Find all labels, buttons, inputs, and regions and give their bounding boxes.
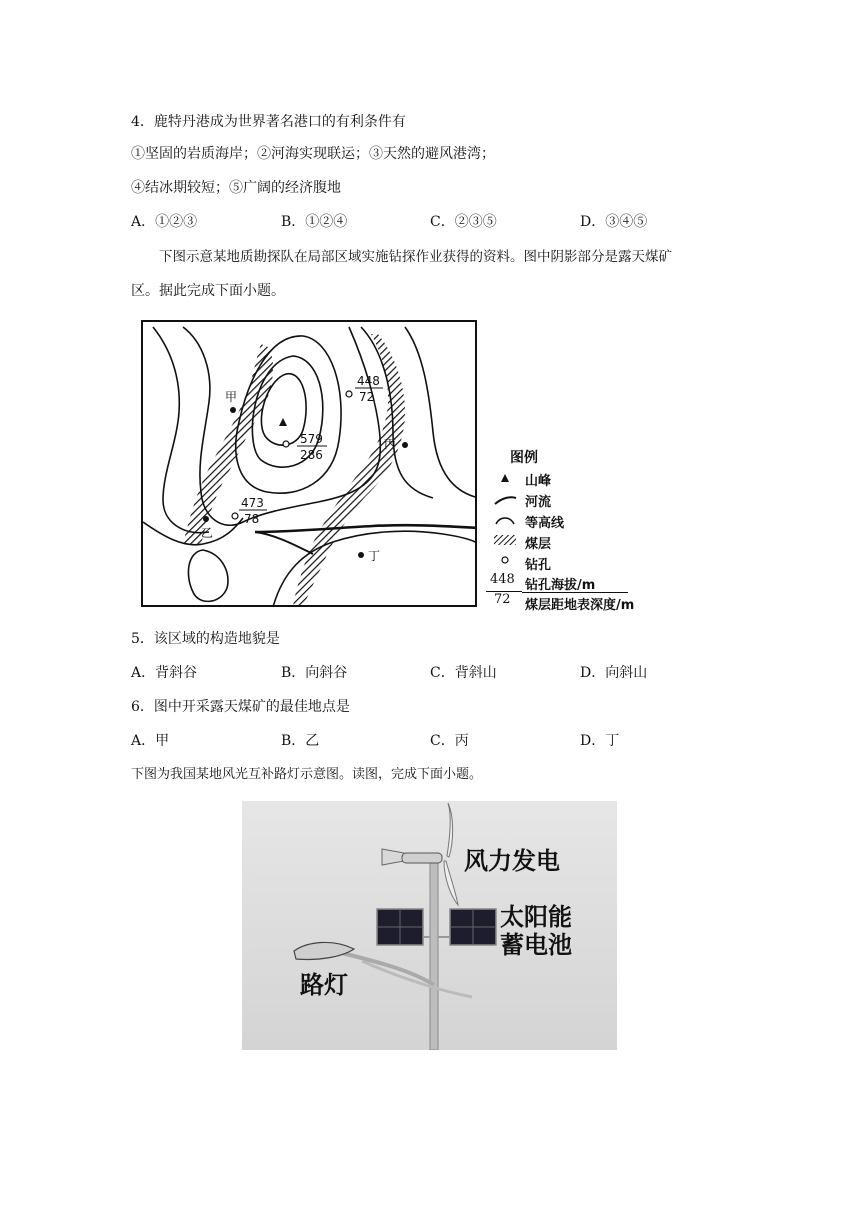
legend-depth: 煤层距地表深度/m [525, 598, 635, 613]
river-left-arm [255, 532, 313, 554]
river [255, 525, 477, 532]
coal-seam-right [293, 334, 405, 607]
q5-option-d: D．向斜山 [580, 665, 648, 681]
drill-579-depth: 286 [300, 448, 323, 462]
turbine-tail [382, 849, 404, 865]
drill-hole-448 [346, 391, 352, 397]
point-bing-dot [402, 442, 408, 448]
contour-map-drawing [143, 322, 477, 607]
q6-stem: 6．图中开采露天煤矿的最佳地点是 [131, 699, 350, 715]
point-ding-dot [358, 552, 364, 558]
point-jia-label: 甲 [225, 390, 238, 404]
legend-drill: 钻孔 [525, 558, 552, 573]
legend-title: 图例 [510, 450, 538, 466]
legend-river-icon [495, 497, 516, 504]
photo-intro: 下图为我国某地风光互补路灯示意图。读图，完成下面小题。 [131, 767, 483, 782]
lamp-head [294, 942, 354, 959]
photo-label-solar: 太阳能 [500, 903, 572, 931]
legend-elev-bar [522, 592, 628, 593]
turbine-body [402, 853, 442, 863]
q4-stem: 4．鹿特丹港成为世界著名港口的有利条件有 [131, 114, 406, 130]
turbine-blade-down [444, 861, 458, 905]
lamp-arm-lower [362, 961, 472, 997]
drill-448-depth: 72 [359, 390, 375, 404]
legend-coal-icon [494, 535, 516, 545]
legend-elev: 钻孔海拔/m [525, 578, 596, 593]
point-bing-label: 丙 [384, 437, 397, 451]
point-yi-label: 乙 [201, 526, 214, 540]
q6-option-b: B．乙 [281, 733, 320, 749]
q4-items-line2: ④结冰期较短；⑤广阔的经济腹地 [131, 180, 341, 196]
contour-map [141, 320, 477, 607]
legend-contour-icon [496, 518, 514, 524]
q6-option-d: D．丁 [580, 733, 620, 749]
legend-coal: 煤层 [525, 537, 552, 552]
coal-seam-left [183, 344, 273, 544]
drill-448-elev: 448 [357, 374, 380, 388]
point-yi-dot [203, 516, 209, 522]
lamp-pole [430, 861, 438, 1050]
legend-symbols [490, 468, 520, 608]
drill-473-depth: 78 [244, 512, 260, 526]
peak-symbol [279, 418, 287, 426]
photo-label-battery: 蓄电池 [500, 931, 572, 959]
legend-sample-top: 448 [490, 572, 515, 587]
solar-panel-right [450, 909, 496, 945]
drill-hole-473 [232, 513, 238, 519]
lamp-arm [342, 953, 434, 985]
legend-sample-bottom: 72 [494, 592, 511, 607]
drill-579-elev: 579 [300, 432, 323, 446]
point-jia-dot [230, 407, 236, 413]
q4-option-a: A．①②③ [131, 214, 198, 230]
legend-drill-icon [502, 557, 508, 563]
legend-contour: 等高线 [525, 516, 565, 531]
map-intro-line2: 区。据此完成下面小题。 [131, 283, 285, 299]
solar-panel-left [377, 909, 423, 945]
photo-label-lamp: 路灯 [300, 971, 348, 999]
point-ding-label: 丁 [368, 549, 381, 563]
q5-option-a: A．背斜谷 [131, 665, 198, 681]
drill-hole-579 [283, 441, 289, 447]
photo-label-wind: 风力发电 [464, 847, 560, 875]
map-intro-line1: 下图示意某地质勘探队在局部区域实施钻探作业获得的资料。图中阴影部分是露天煤矿 [159, 249, 672, 265]
q4-items-line1: ①坚固的岩质海岸；②河海实现联运；③天然的避风港湾； [131, 146, 495, 162]
legend-river: 河流 [525, 495, 552, 510]
q4-option-c: C．②③⑤ [430, 214, 497, 230]
q5-option-c: C．背斜山 [430, 665, 497, 681]
turbine-blade-up [447, 803, 453, 857]
q6-option-a: A．甲 [131, 733, 170, 749]
q6-option-c: C．丙 [430, 733, 469, 749]
drill-473-elev: 473 [241, 496, 264, 510]
q5-stem: 5．该区域的构造地貌是 [131, 631, 280, 647]
q5-option-b: B．向斜谷 [281, 665, 348, 681]
street-lamp-photo [242, 801, 617, 1050]
q4-option-d: D．③④⑤ [580, 214, 648, 230]
q4-option-b: B．①②④ [281, 214, 348, 230]
legend-peak: 山峰 [525, 474, 552, 489]
legend-peak-icon [501, 474, 509, 482]
